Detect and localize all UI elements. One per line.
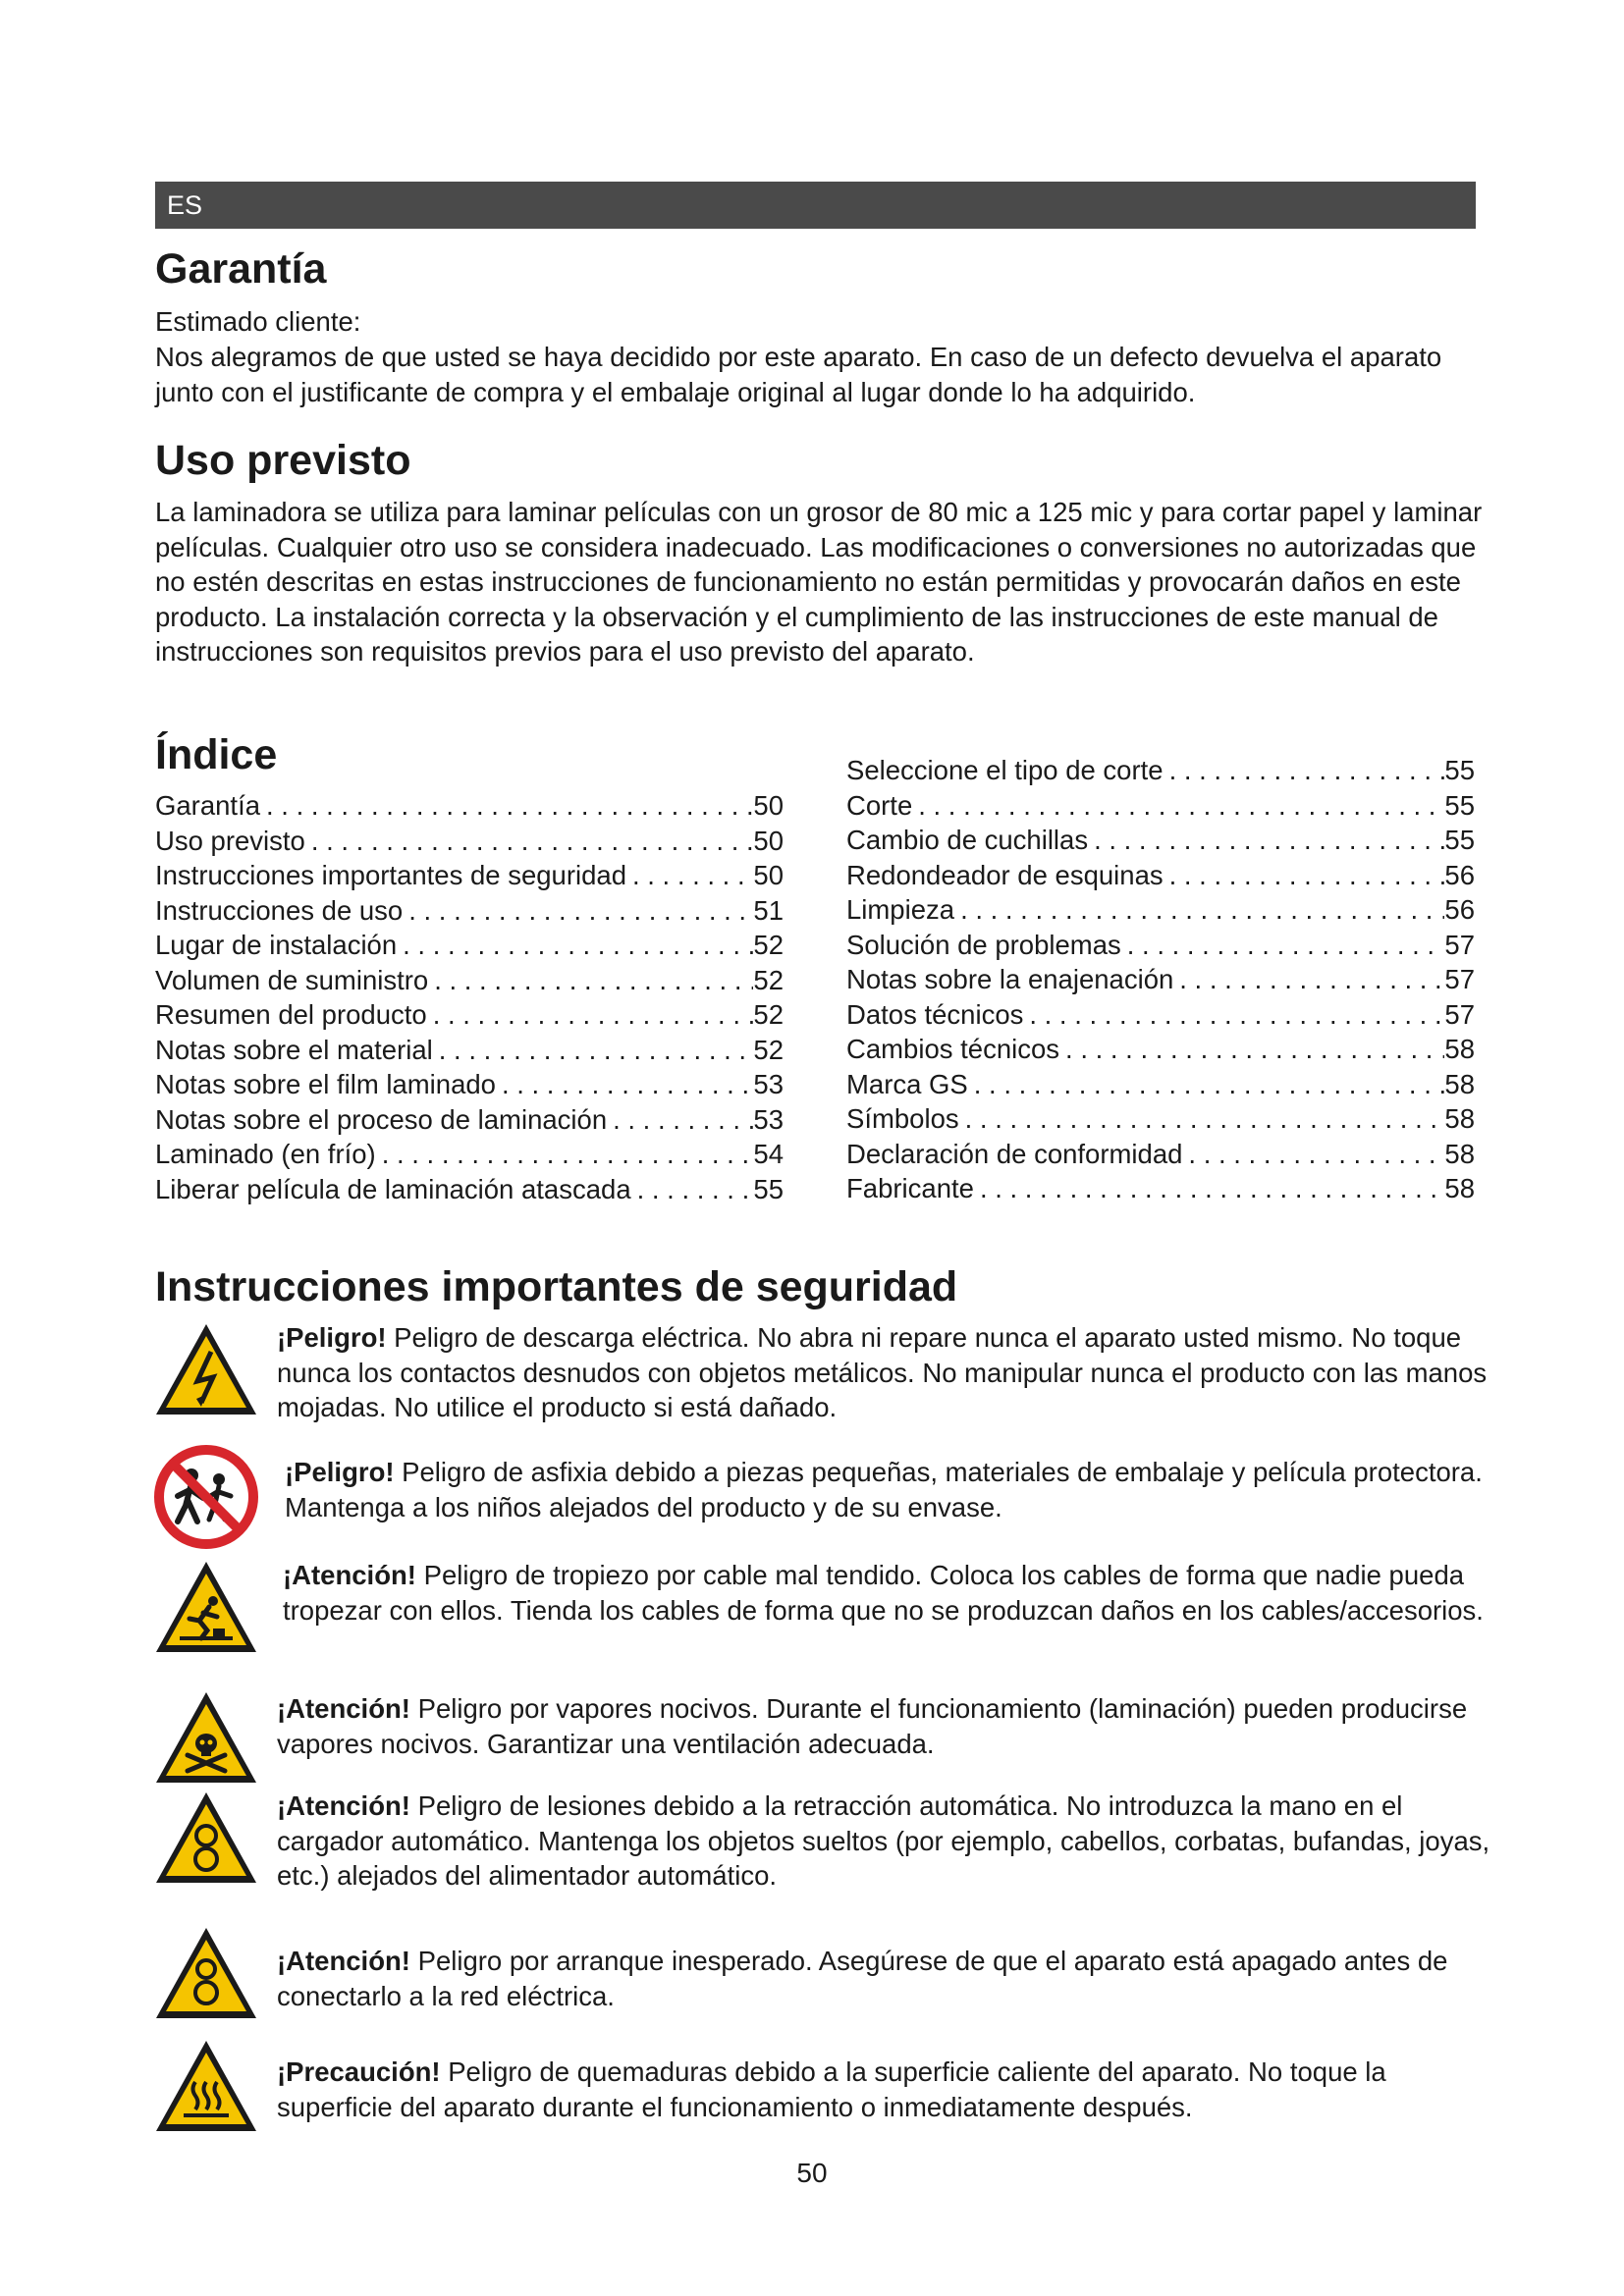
- index-entry-label: Lugar de instalación: [155, 930, 398, 960]
- index-entry: [846, 753, 1475, 788]
- dot-leader: [260, 788, 753, 824]
- index-left-column: [155, 788, 784, 1206]
- index-entry-page: 55: [1444, 789, 1475, 821]
- index-entry-page: 56: [1444, 894, 1475, 925]
- warranty-title: Garantía: [155, 245, 327, 293]
- index-entry-label: Notas sobre el proceso de laminación: [155, 1103, 608, 1135]
- index-entry-label: Liberar película de laminación atascada: [155, 1173, 631, 1204]
- index-entry-page: 57: [1444, 998, 1475, 1030]
- roller-entrapment-warning-icon: [152, 1789, 260, 1887]
- index-entry: [155, 824, 784, 859]
- index-entry: [846, 1101, 1475, 1137]
- index-entry-page: 52: [753, 999, 784, 1030]
- index-entry: [846, 892, 1475, 928]
- index-entry-label: Garantía: [155, 790, 261, 821]
- index-entry-page: 55: [753, 1173, 784, 1204]
- index-entry-label: Instrucciones de uso: [155, 894, 404, 926]
- index-entry: [846, 997, 1475, 1033]
- index-title: Índice: [155, 731, 278, 778]
- index-entry-page: 57: [1444, 929, 1475, 960]
- dot-leader: [954, 892, 1444, 928]
- index-entry: [155, 858, 784, 893]
- dot-leader: [376, 1137, 754, 1172]
- index-entry-page: 54: [753, 1139, 784, 1169]
- warning-text: ¡Precaución! Peligro de quemaduras debido a la superficie caliente del aparato. No toque la superficie del aparato durante el funcionamiento o inmediatamente después.: [277, 2056, 1386, 2122]
- index-entry: [846, 962, 1475, 997]
- index-entry: [846, 1032, 1475, 1067]
- warning-text: ¡Peligro! Peligro de asfixia debido a piezas pequeñas, materiales de embalaje y película protectora. Mantenga a los niños alejados del producto y de su envase.: [285, 1457, 1483, 1522]
- warranty-greeting: Estimado cliente:: [155, 306, 361, 337]
- index-entry-page: 58: [1444, 1034, 1475, 1064]
- index-entry-label: Cambios técnicos: [846, 1034, 1060, 1064]
- index-entry-label: Seleccione el tipo de corte: [846, 755, 1164, 785]
- index-entry-label: Datos técnicos: [846, 998, 1024, 1030]
- no-children-prohibition-icon: [152, 1443, 260, 1551]
- index-entry-label: Limpieza: [846, 894, 955, 925]
- index-entry-page: 52: [753, 930, 784, 960]
- index-entry: [155, 1067, 784, 1102]
- intended-use-title: Uso previsto: [155, 437, 411, 484]
- index-entry: [155, 893, 784, 929]
- dot-leader: [428, 963, 753, 998]
- index-entry: [846, 928, 1475, 963]
- dot-leader: [968, 1067, 1445, 1102]
- index-right-column: [846, 753, 1475, 1206]
- index-entry-label: Uso previsto: [155, 825, 305, 856]
- index-entry-label: Notas sobre el film laminado: [155, 1069, 496, 1099]
- index-entry: [846, 788, 1475, 824]
- dot-leader: [631, 1172, 754, 1207]
- index-entry: [846, 1137, 1475, 1172]
- electric-shock-warning-icon: [152, 1320, 260, 1418]
- index-entry: [155, 1102, 784, 1138]
- index-entry-page: 56: [1444, 859, 1475, 890]
- safety-title: Instrucciones importantes de seguridad: [155, 1263, 958, 1310]
- dot-leader: [1164, 858, 1445, 893]
- index-entry: [155, 788, 784, 824]
- index-entry-page: 58: [1444, 1138, 1475, 1169]
- index-entry: [155, 1172, 784, 1207]
- index-entry-label: Cambio de cuchillas: [846, 825, 1089, 855]
- index-entry-page: 51: [753, 894, 784, 926]
- index-entry-page: 58: [1444, 1103, 1475, 1134]
- index-entry: [155, 1137, 784, 1172]
- index-entry-page: 53: [753, 1103, 784, 1135]
- index-entry-label: Símbolos: [846, 1103, 959, 1134]
- warning-text: ¡Peligro! Peligro de descarga eléctrica. No abra ni repare nunca el aparato usted mismo. No toque nunca los contactos desnudos con objetos metálicos. No manipular nunca el producto con las manos mojadas. No utilice el producto si está dañado.: [277, 1322, 1488, 1422]
- index-entry-page: 52: [753, 964, 784, 995]
- dot-leader: [427, 997, 754, 1033]
- dot-leader: [1059, 1032, 1444, 1067]
- index-entry: [846, 1171, 1475, 1206]
- dot-leader: [433, 1033, 754, 1068]
- unexpected-start-warning-icon: [152, 1924, 260, 2022]
- dot-leader: [496, 1067, 753, 1102]
- warning-text: ¡Atención! Peligro de lesiones debido a la retracción automática. No introduzca la mano en el cargador automático. Mantenga los objetos sueltos (por ejemplo, cabellos, corbatas, bufandas, joyas, etc.) alejados del alimentador automático.: [277, 1790, 1490, 1891]
- index-entry: [846, 858, 1475, 893]
- hot-surface-warning-icon: [152, 2037, 260, 2135]
- index-entry-page: 53: [753, 1069, 784, 1099]
- language-bar: [155, 182, 1476, 229]
- index-entry-label: Volumen de suministro: [155, 964, 429, 995]
- index-entry-label: Instrucciones importantes de seguridad: [155, 860, 626, 890]
- index-entry-label: Solución de problemas: [846, 929, 1121, 960]
- index-entry-label: Notas sobre la enajenación: [846, 964, 1174, 994]
- index-entry-page: 52: [753, 1034, 784, 1065]
- index-entry-label: Fabricante: [846, 1173, 974, 1203]
- intended-use-text: La laminadora se utiliza para laminar películas con un grosor de 80 mic a 125 mic y para cortar papel y laminar películas. Cualquier otro uso se considera inadecuado. Las modificaciones o conversiones no autorizadas que no estén descritas en estas instrucciones de funcionamiento no están permitidas y provocarán daños en este producto. La instalación correcta y la observación y el cumplimiento de las instrucciones de este manual de instrucciones son requisitos previos para el uso previsto del aparato.: [155, 497, 1483, 667]
- dot-leader: [305, 824, 754, 859]
- dot-leader: [1121, 928, 1445, 963]
- index-entry-label: Notas sobre el material: [155, 1034, 433, 1065]
- index-entry: [155, 963, 784, 998]
- index-entry: [846, 1067, 1475, 1102]
- index-entry-page: 50: [753, 825, 784, 856]
- warranty-text: Nos alegramos de que usted se haya decidido por este aparato. En caso de un defecto devuelva el aparato junto con el justificante de compra y el embalaje original al lugar donde lo ha adquirido.: [155, 342, 1442, 407]
- index-entry-label: Redondeador de esquinas: [846, 859, 1164, 890]
- dot-leader: [974, 1171, 1444, 1206]
- index-entry-page: 58: [1444, 1173, 1475, 1203]
- index-entry-page: 58: [1444, 1068, 1475, 1099]
- index-entry-page: 50: [753, 860, 784, 890]
- index-entry-page: 50: [753, 790, 784, 821]
- dot-leader: [397, 928, 753, 963]
- warning-text: ¡Atención! Peligro por vapores nocivos. Durante el funcionamiento (laminación) pueden producirse vapores nocivos. Garantizar una ventilación adecuada.: [277, 1693, 1468, 1759]
- dot-leader: [626, 858, 753, 893]
- index-entry-page: 55: [1444, 825, 1475, 855]
- dot-leader: [403, 893, 753, 929]
- index-entry-label: Resumen del producto: [155, 999, 427, 1030]
- trip-hazard-warning-icon: [152, 1558, 260, 1656]
- dot-leader: [1164, 753, 1445, 788]
- dot-leader: [1088, 823, 1444, 858]
- dot-leader: [959, 1101, 1445, 1137]
- dot-leader: [1173, 962, 1444, 997]
- index-entry-label: Laminado (en frío): [155, 1139, 376, 1169]
- index-entry-page: 57: [1444, 964, 1475, 994]
- page-number: 50: [796, 2158, 828, 2188]
- dot-leader: [607, 1102, 753, 1138]
- index-entry: [155, 928, 784, 963]
- toxic-vapors-warning-icon: [152, 1688, 260, 1787]
- index-entry: [846, 823, 1475, 858]
- dot-leader: [1023, 997, 1444, 1033]
- dot-leader: [912, 788, 1444, 824]
- index-entry-label: Declaración de conformidad: [846, 1138, 1183, 1169]
- dot-leader: [1182, 1137, 1444, 1172]
- language-code: ES: [167, 190, 203, 220]
- warning-text: ¡Atención! Peligro de tropiezo por cable mal tendido. Coloca los cables de forma que nadie pueda tropezar con ellos. Tienda los cables de forma que no se produzcan daños en los cables/accesorios.: [283, 1560, 1484, 1626]
- index-entry-label: Marca GS: [846, 1068, 968, 1099]
- index-entry: [155, 997, 784, 1033]
- index-entry-page: 55: [1444, 755, 1475, 785]
- warning-text: ¡Atención! Peligro por arranque inesperado. Asegúrese de que el aparato está apagado antes de conectarlo a la red eléctrica.: [277, 1946, 1448, 2011]
- index-entry-label: Corte: [846, 789, 913, 821]
- index-entry: [155, 1033, 784, 1068]
